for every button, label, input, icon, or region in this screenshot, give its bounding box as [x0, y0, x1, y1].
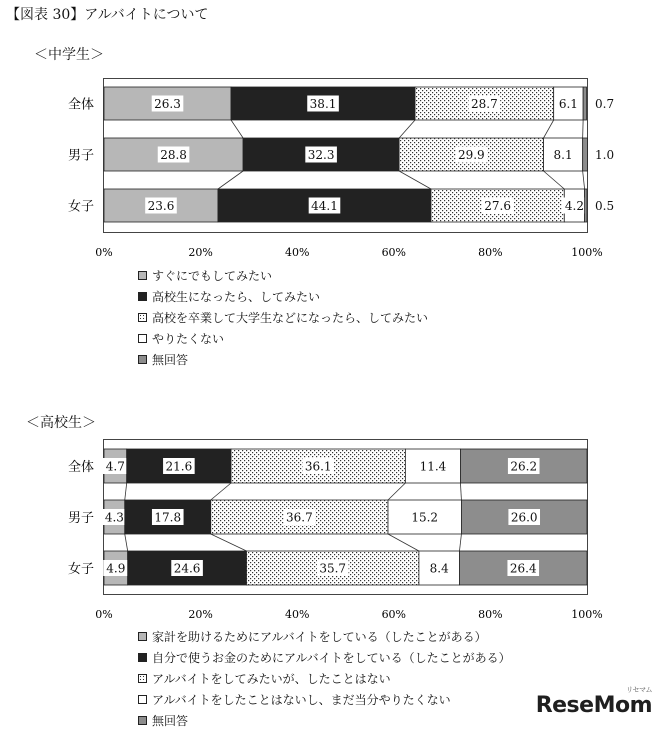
connector-line [544, 120, 554, 138]
data-label: 4.7 [106, 460, 125, 474]
connector-line [125, 483, 127, 500]
chart-1-legend [138, 265, 428, 370]
legend-swatch [138, 716, 147, 725]
data-label: 8.4 [430, 562, 449, 576]
bar-segment [583, 138, 588, 171]
x-tick-label: 20% [188, 246, 212, 259]
x-tick-label: 40% [285, 246, 309, 259]
x-tick-label: 60% [382, 608, 406, 621]
x-tick-label: 0% [95, 608, 112, 621]
resemom-watermark: ReseMom リセマム [536, 693, 652, 718]
category-label: 男子 [68, 149, 94, 164]
legend-swatch [138, 695, 147, 704]
data-label: 27.6 [484, 199, 511, 213]
category-label: 全体 [68, 459, 94, 475]
legend-item [138, 286, 428, 307]
data-label: 0.7 [595, 97, 614, 111]
legend-swatch [138, 653, 147, 662]
legend-item [138, 265, 428, 286]
legend-swatch [138, 355, 147, 364]
x-tick-label: 100% [571, 246, 602, 259]
data-label: 26.2 [510, 460, 537, 474]
legend-item [138, 307, 428, 328]
legend-swatch [138, 334, 147, 343]
data-label: 15.2 [411, 511, 438, 525]
connector-line [388, 534, 419, 551]
x-tick-label: 20% [188, 608, 212, 621]
data-label: 44.1 [311, 199, 338, 213]
legend-label: 高校生になったら、してみたい [152, 288, 320, 305]
legend-item [138, 647, 511, 668]
legend-label: 自分で使うお金のためにアルバイトをしている（したことがある） [152, 649, 511, 666]
category-label: 女子 [68, 200, 94, 215]
legend-swatch [138, 271, 147, 280]
category-label: 女子 [68, 562, 94, 577]
category-label: 男子 [68, 511, 94, 526]
data-label: 17.8 [154, 511, 181, 525]
data-label: 28.7 [471, 97, 498, 111]
data-label: 6.1 [559, 97, 578, 111]
chart-1-title: ＜中学生＞ [34, 44, 104, 64]
connector-line [459, 534, 461, 551]
legend-swatch [138, 632, 147, 641]
data-label: 23.6 [148, 199, 175, 213]
legend-label: 家計を助けるためにアルバイトをしている（したことがある） [152, 628, 487, 645]
legend-item [138, 689, 511, 710]
legend-item [138, 349, 428, 370]
connector-line [231, 120, 243, 138]
x-tick-label: 80% [478, 246, 502, 259]
bar-segment [585, 189, 587, 222]
bar-segment [583, 87, 586, 120]
connector-line [388, 483, 405, 500]
legend-label: やりたくない [152, 330, 224, 347]
legend-item [138, 710, 511, 731]
data-label: 36.1 [305, 460, 332, 474]
category-label: 全体 [68, 97, 94, 113]
x-tick-label: 80% [478, 608, 502, 621]
connector-line [125, 534, 128, 551]
connector-line [399, 120, 415, 138]
legend-label: アルバイトをしてみたいが、したことはない [152, 670, 391, 687]
x-tick-label: 100% [571, 608, 602, 621]
connector-line [211, 483, 231, 500]
data-label: 36.7 [286, 511, 313, 525]
connector-line [544, 171, 565, 189]
data-label: 11.4 [420, 460, 447, 474]
data-label: 8.1 [554, 148, 573, 162]
data-label: 26.3 [154, 97, 181, 111]
legend-label: 高校を卒業して大学生などになったら、してみたい [152, 309, 428, 326]
x-tick-label: 40% [285, 608, 309, 621]
data-label: 24.6 [174, 562, 201, 576]
connector-line [218, 171, 243, 189]
chart-2-title: ＜高校生＞ [26, 412, 96, 432]
connector-line [211, 534, 247, 551]
data-label: 29.9 [458, 148, 485, 162]
connector-line [460, 483, 461, 500]
legend-swatch [138, 292, 147, 301]
data-label: 1.0 [595, 148, 614, 162]
data-label: 21.6 [166, 460, 193, 474]
data-label: 4.3 [105, 511, 124, 525]
data-label: 35.7 [319, 562, 346, 576]
connector-line [583, 171, 585, 189]
data-label: 26.4 [510, 562, 537, 576]
legend-item [138, 328, 428, 349]
legend-swatch [138, 313, 147, 322]
chart-2-legend [138, 626, 511, 731]
data-label: 26.0 [511, 511, 538, 525]
legend-item [138, 626, 511, 647]
data-label: 32.3 [308, 148, 335, 162]
data-label: 4.9 [106, 562, 125, 576]
legend-label: アルバイトをしたことはないし、まだ当分やりたくない [152, 691, 451, 708]
legend-label: すぐにでもしてみたい [152, 267, 272, 284]
data-label: 38.1 [310, 97, 337, 111]
data-label: 4.2 [565, 199, 584, 213]
x-tick-label: 0% [95, 246, 112, 259]
data-label: 28.8 [160, 148, 187, 162]
legend-swatch [138, 674, 147, 683]
x-tick-label: 60% [382, 246, 406, 259]
legend-label: 無回答 [152, 351, 188, 368]
data-label: 0.5 [595, 199, 614, 213]
page-title: 【図表 30】アルバイトについて [6, 4, 208, 24]
connector-line [399, 171, 431, 189]
legend-item [138, 668, 511, 689]
legend-label: 無回答 [152, 712, 188, 729]
